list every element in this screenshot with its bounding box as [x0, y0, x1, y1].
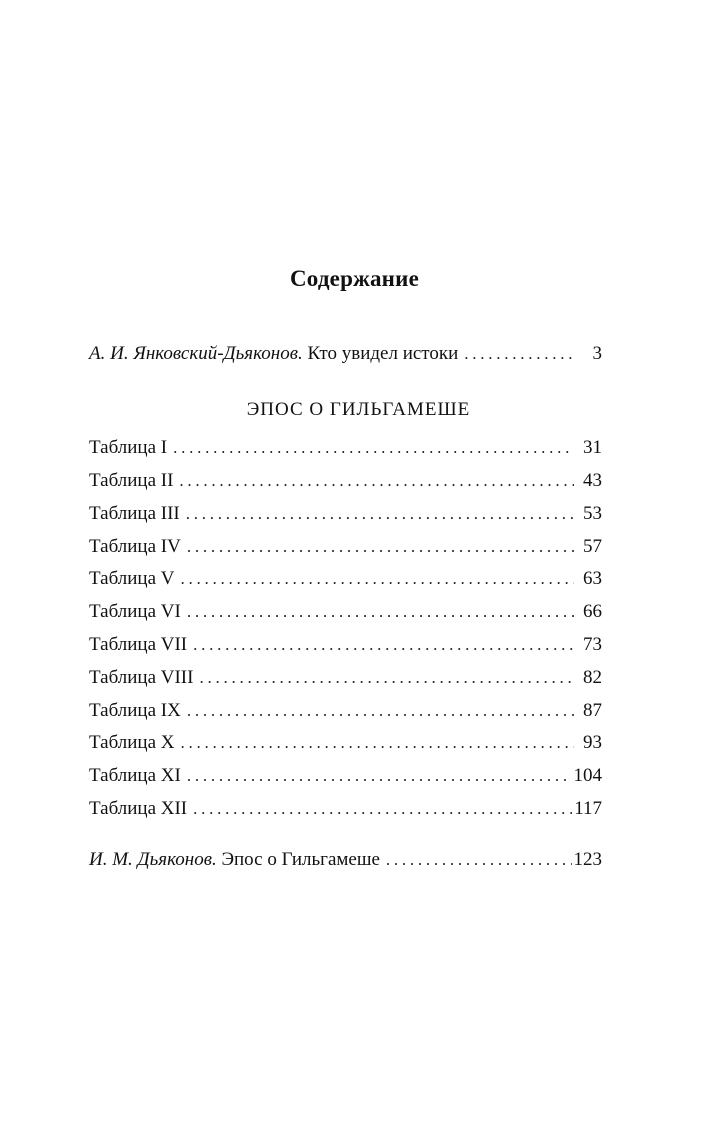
toc-entry-table-9[interactable]: [89, 699, 602, 723]
entry-page-number: 57: [583, 536, 602, 557]
toc-entry-table-8[interactable]: [89, 666, 602, 690]
entry-label: Таблица I: [89, 437, 168, 458]
entry-label: Таблица V: [89, 568, 175, 589]
entry-page-number: 117: [574, 798, 602, 819]
toc-entry-table-10[interactable]: [89, 731, 602, 755]
entry-label: Таблица XII: [89, 798, 188, 819]
toc-entry-table-6[interactable]: [89, 600, 602, 624]
entry-label: Таблица X: [89, 732, 175, 753]
entry-label: Таблица IV: [89, 536, 181, 557]
entry-page-number: 43: [583, 470, 602, 491]
toc-entry-table-2[interactable]: [89, 469, 602, 493]
dot-leader: [173, 436, 574, 460]
toc-entry-table-12[interactable]: [89, 797, 602, 821]
entry-label: [89, 848, 380, 872]
toc-entry-table-3[interactable]: [89, 502, 602, 526]
entry-page-number: 66: [583, 601, 602, 622]
dot-leader: [187, 699, 574, 723]
dot-leader: [193, 797, 572, 821]
entry-page-number: 87: [583, 700, 602, 721]
dot-leader: [180, 731, 574, 755]
entry-label: [89, 342, 458, 366]
toc-entry-afterword[interactable]: [89, 848, 602, 872]
entry-label: Таблица VII: [89, 634, 188, 655]
section-heading: ЭПОС О ГИЛЬГАМЕШЕ: [246, 399, 471, 420]
dot-leader: [193, 633, 574, 657]
dot-leader: [199, 666, 574, 690]
entry-page-number: 3: [592, 343, 602, 364]
toc-entry-intro[interactable]: [89, 342, 602, 366]
dot-leader: [187, 600, 574, 624]
toc-entry-table-1[interactable]: [89, 436, 602, 460]
dot-leader: [464, 342, 574, 366]
toc-entry-table-7[interactable]: [89, 633, 602, 657]
entry-label: Таблица III: [89, 503, 180, 524]
dot-leader: [386, 848, 572, 872]
dot-leader: [179, 469, 574, 493]
entry-page-number: 93: [583, 732, 602, 753]
entry-title: Кто увидел истоки: [307, 343, 459, 364]
entry-label: Таблица II: [89, 470, 174, 491]
entry-label: Таблица VIII: [89, 667, 194, 688]
entry-page-number: 104: [573, 765, 602, 786]
dot-leader: [186, 502, 574, 526]
dot-leader: [187, 764, 566, 788]
toc-entry-table-5[interactable]: [89, 567, 602, 591]
entry-page-number: 53: [583, 503, 602, 524]
entry-page-number: 63: [583, 568, 602, 589]
entry-title: Эпос о Гильгамеше: [221, 849, 380, 870]
dot-leader: [180, 567, 574, 591]
dot-leader: [187, 535, 574, 559]
entry-label: Таблица VI: [89, 601, 181, 622]
entry-label: Таблица XI: [89, 765, 181, 786]
entry-page-number: 31: [583, 437, 602, 458]
entry-page-number: 82: [583, 667, 602, 688]
toc-entry-table-4[interactable]: [89, 535, 602, 559]
toc-entry-table-11[interactable]: [89, 764, 602, 788]
entry-author: И. М. Дьяконов.: [89, 849, 217, 870]
entry-page-number: 123: [573, 849, 602, 870]
toc-title: Содержание: [290, 266, 419, 291]
entry-label: Таблица IX: [89, 700, 181, 721]
entry-page-number: 73: [583, 634, 602, 655]
entry-author: А. И. Янковский-Дьяконов.: [89, 343, 303, 364]
